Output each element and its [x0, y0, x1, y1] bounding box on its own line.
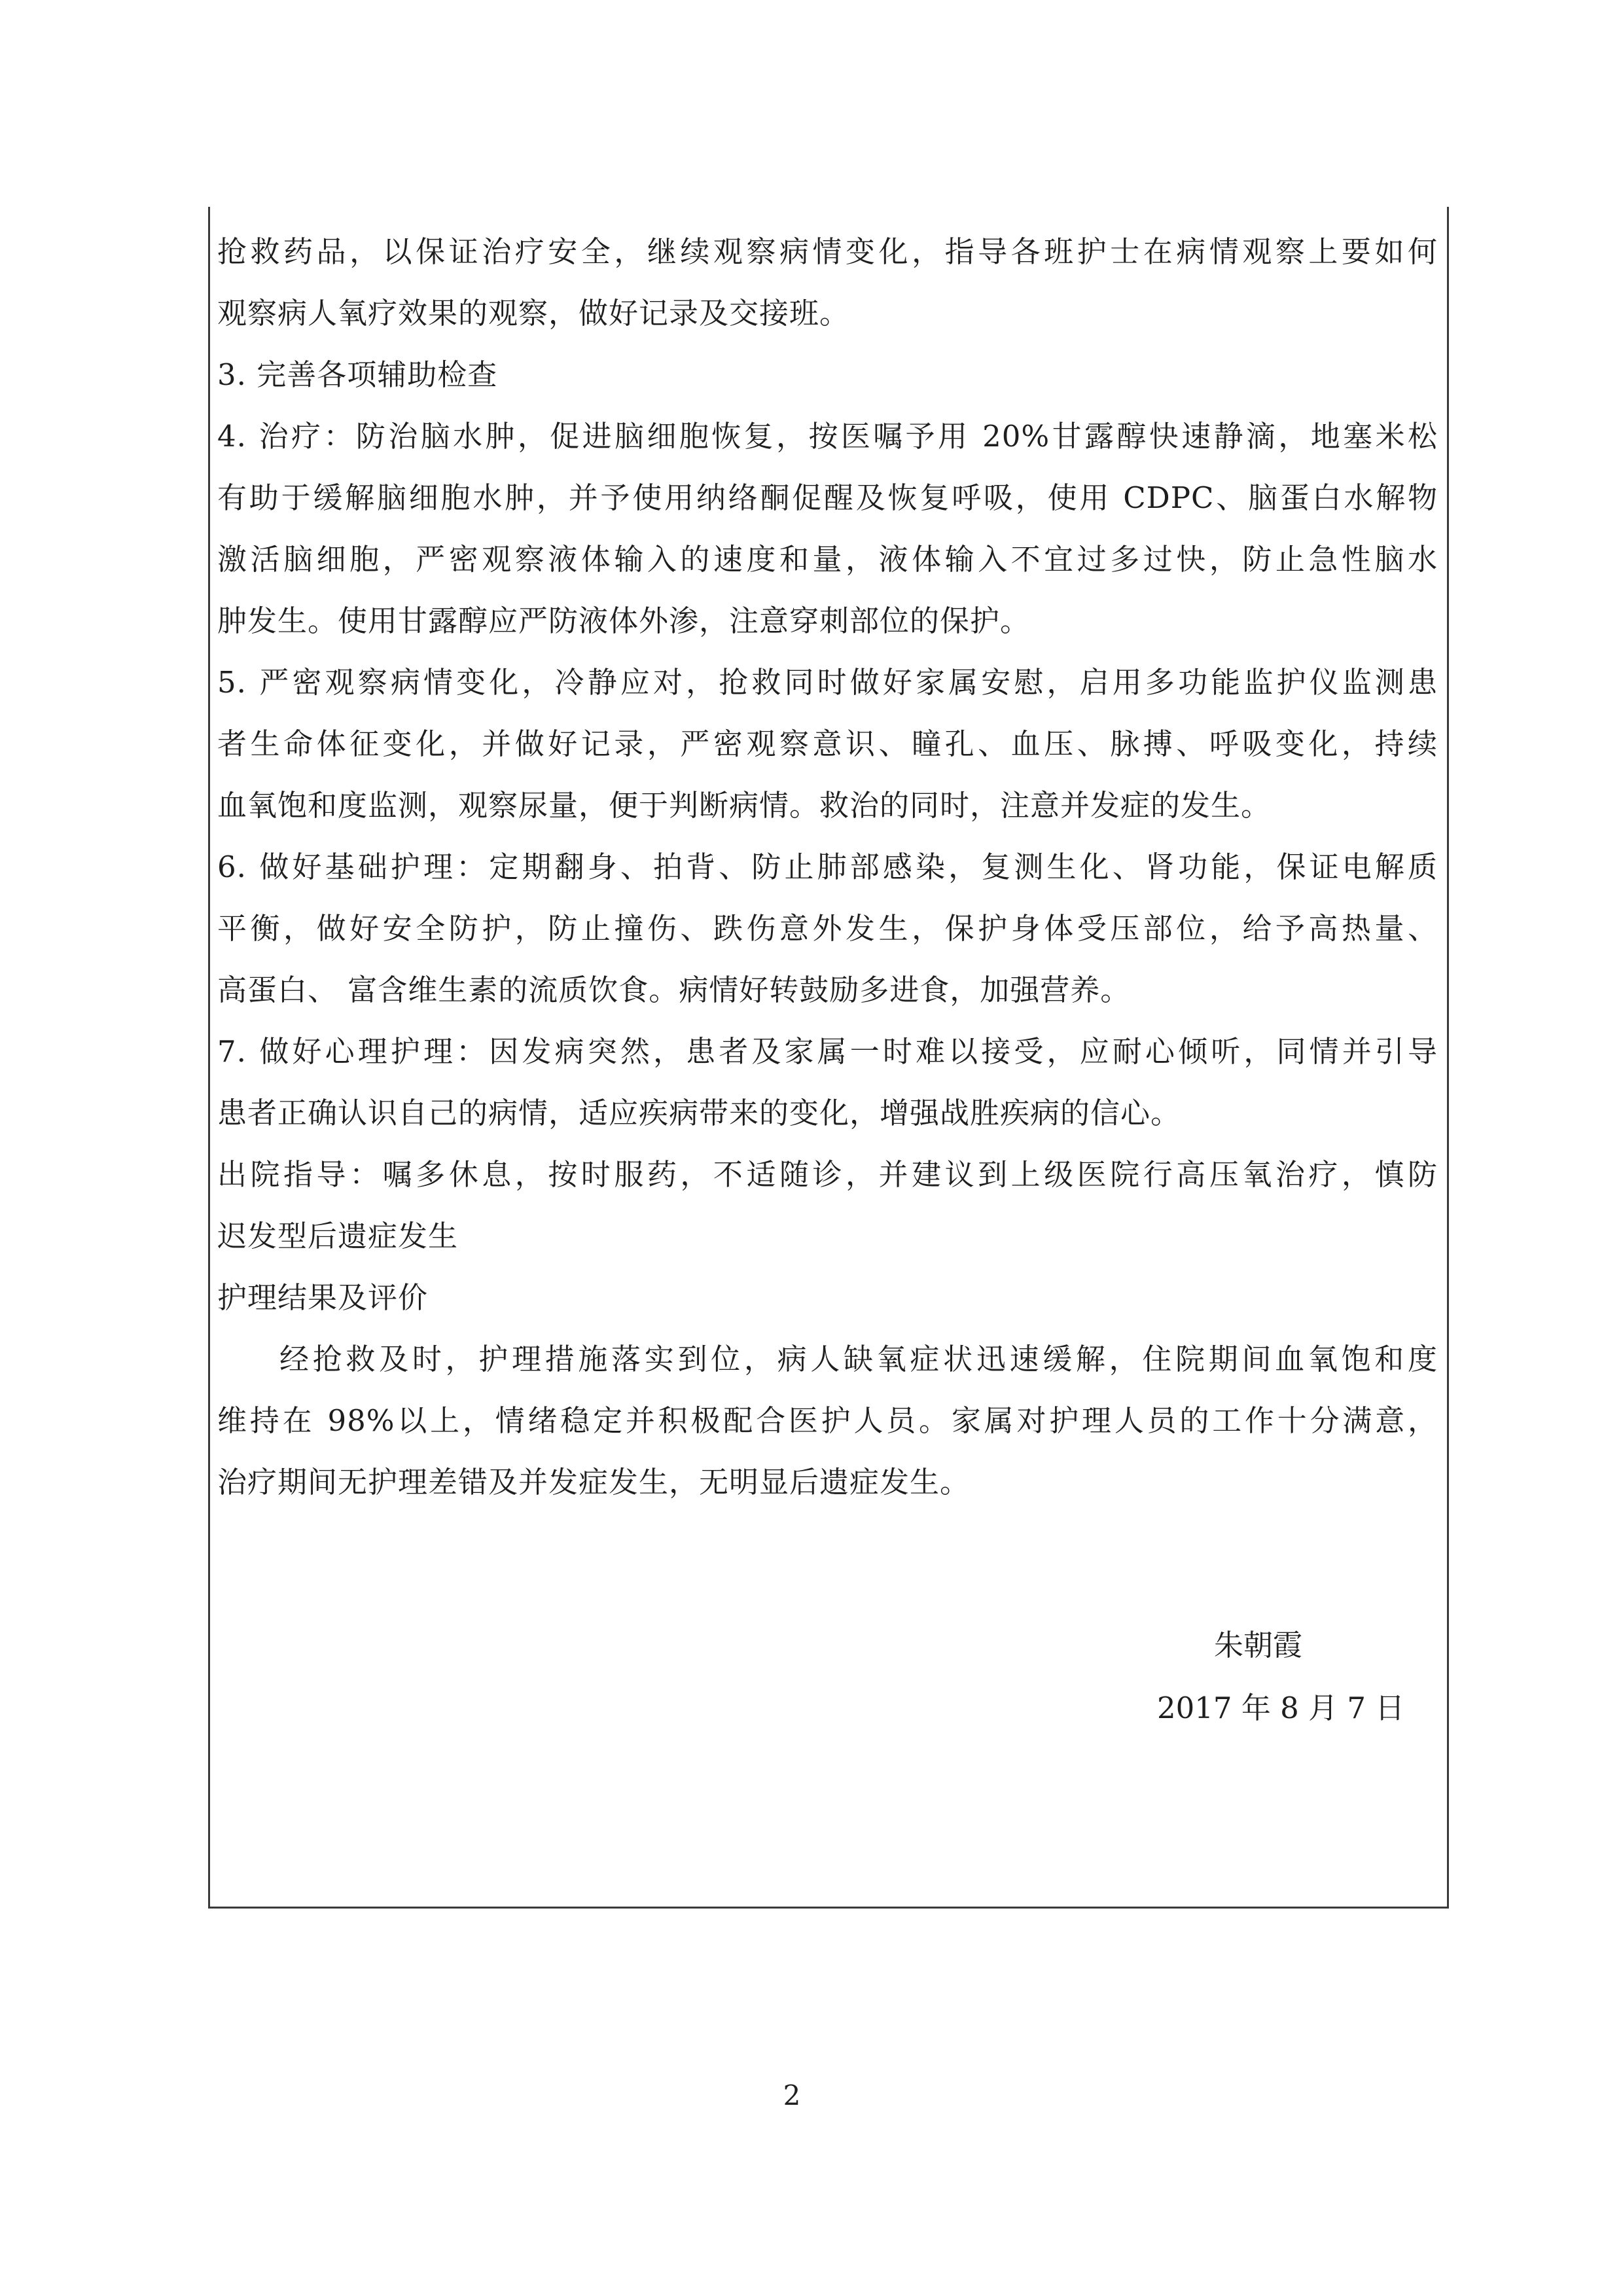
- paragraph-line: 5. 严密观察病情变化，冷静应对，抢救同时做好家属安慰，启用多功能监护仪监测患: [217, 665, 1438, 700]
- section-heading: 3. 完善各项辅助检查: [217, 357, 498, 392]
- paragraph-line: 者生命体征变化，并做好记录，严密观察意识、瞳孔、血压、脉搏、呼吸变化，持续: [217, 726, 1438, 761]
- paragraph-line: 出院指导：嘱多休息，按时服药，不适随诊，并建议到上级医院行高压氧治疗，慎防: [217, 1157, 1438, 1192]
- paragraph-line: 观察病人氧疗效果的观察，做好记录及交接班。: [217, 296, 850, 331]
- paragraph-line: 有助于缓解脑细胞水肿，并予使用纳络酮促醒及恢复呼吸，使用 CDPC、脑蛋白水解物: [217, 480, 1438, 515]
- section-heading: 护理结果及评价: [217, 1280, 429, 1315]
- paragraph-line: 迟发型后遗症发生: [217, 1219, 459, 1253]
- signature-name: 朱朝霞: [1214, 1628, 1303, 1662]
- paragraph-line: 患者正确认识自己的病情，适应疾病带来的变化，增强战胜疾病的信心。: [217, 1096, 1181, 1130]
- signature-date: 2017 年 8 月 7 日: [1157, 1691, 1405, 1725]
- paragraph-line: 经抢救及时，护理措施落实到位，病人缺氧症状迅速缓解，住院期间血氧饱和度: [279, 1342, 1438, 1376]
- paragraph-line: 平衡，做好安全防护，防止撞伤、跌伤意外发生，保护身体受压部位，给予高热量、: [217, 911, 1438, 946]
- paragraph-line: 激活脑细胞，严密观察液体输入的速度和量，液体输入不宜过多过快，防止急性脑水: [217, 542, 1438, 577]
- paragraph-line: 4. 治疗：防治脑水肿，促进脑细胞恢复，按医嘱予用 20%甘露醇快速静滴，地塞米松: [217, 419, 1438, 454]
- paragraph-line: 7. 做好心理护理：因发病突然，患者及家属一时难以接受，应耐心倾听，同情并引导: [217, 1034, 1438, 1069]
- paragraph-line: 肿发生。使用甘露醇应严防液体外渗，注意穿刺部位的保护。: [217, 603, 1031, 638]
- paragraph-line: 维持在 98%以上，情绪稳定并积极配合医护人员。家属对护理人员的工作十分满意，: [217, 1403, 1438, 1438]
- paragraph-line: 血氧饱和度监测，观察尿量，便于判断病情。救治的同时，注意并发症的发生。: [217, 788, 1272, 823]
- paragraph-line: 治疗期间无护理差错及并发症发生，无明显后遗症发生。: [217, 1465, 971, 1499]
- paragraph-line: 抢救药品，以保证治疗安全，继续观察病情变化，指导各班护士在病情观察上要如何: [217, 234, 1438, 269]
- paragraph-line: 6. 做好基础护理：定期翻身、拍背、防止肺部感染，复测生化、肾功能，保证电解质: [217, 850, 1438, 884]
- page-number: 2: [783, 2079, 801, 2111]
- paragraph-line: 高蛋白、 富含维生素的流质饮食。病情好转鼓励多进食，加强营养。: [217, 973, 1131, 1007]
